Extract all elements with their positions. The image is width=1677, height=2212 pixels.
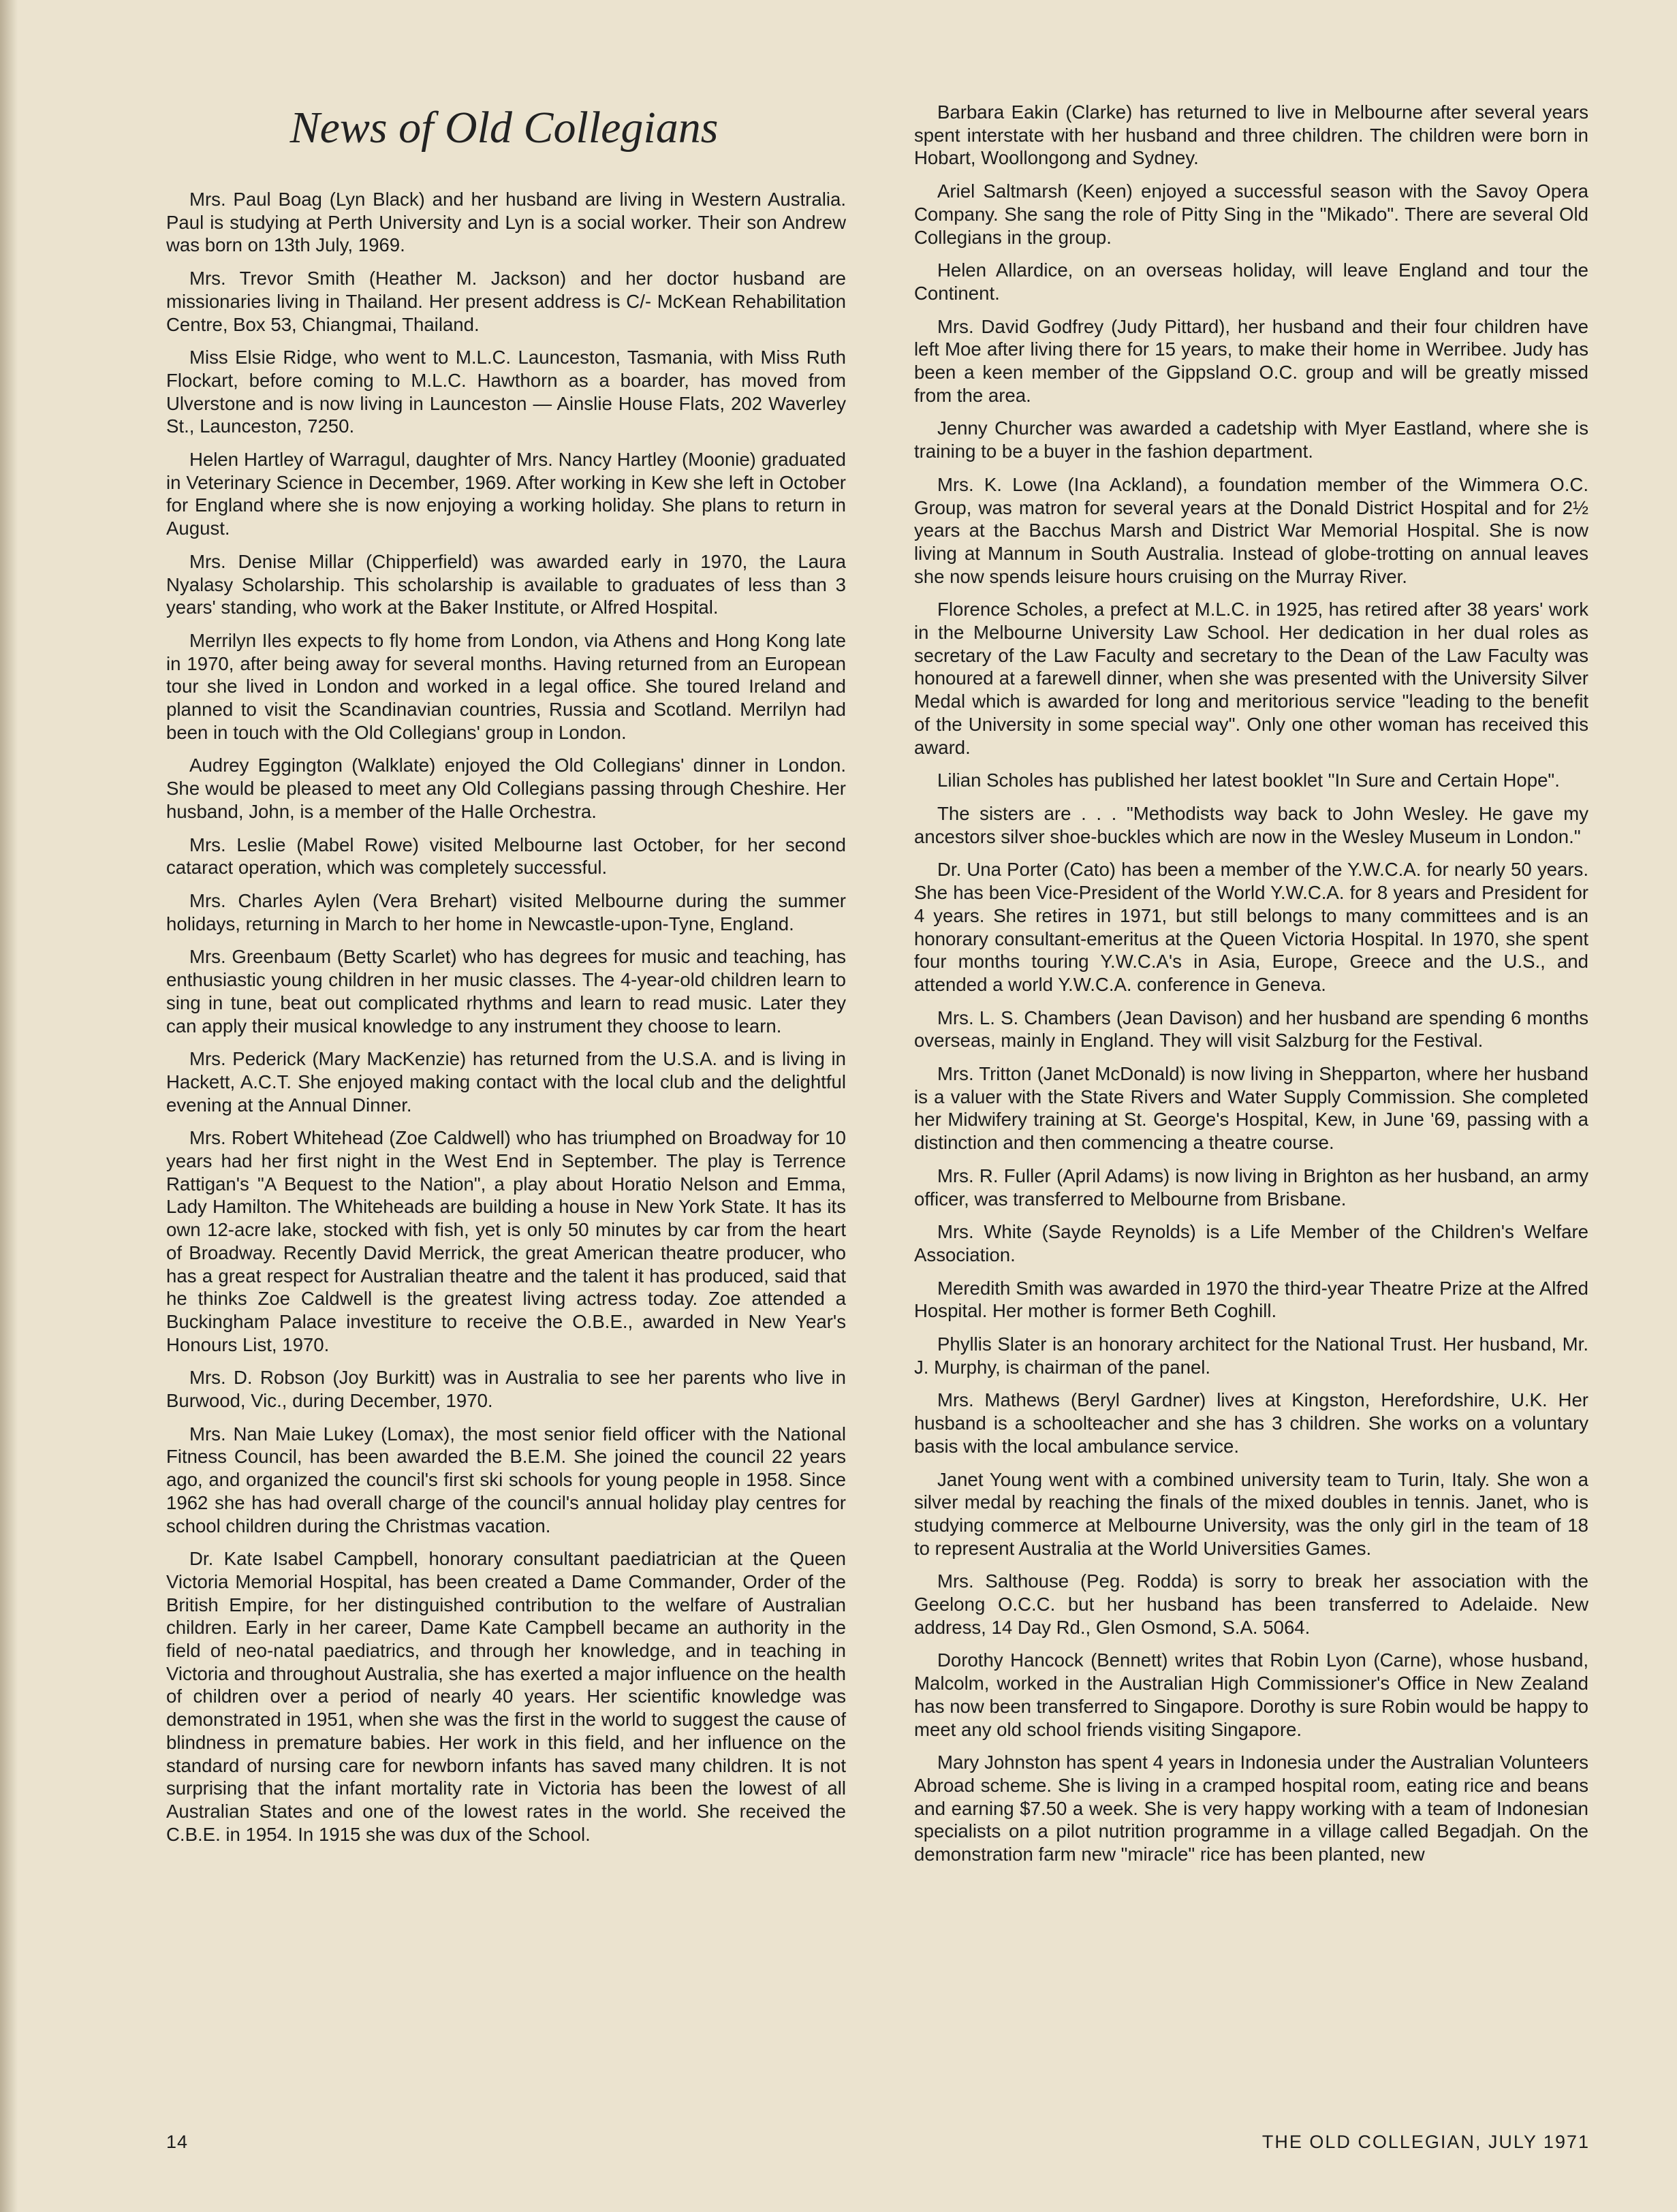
- news-item: Helen Hartley of Warragul, daughter of Mrs. Nancy Hartley (Moonie) graduated in Veterinary Science in December, 1969. After working in Kew she left in October for England where she is now enjoying a working holiday. She plans to return in August.: [166, 449, 846, 539]
- news-item: Audrey Eggington (Walklate) enjoyed the Old Collegians' dinner in London. She would be pleased to meet any Old Collegians passing through Cheshire. Her husband, John, is a member of the Halle Orchestra.: [166, 755, 846, 822]
- news-item: Merrilyn Iles expects to fly home from London, via Athens and Hong Kong late in 1970, after being away for several months. Having returned from an European tour she lived in London and worked in a legal office. She toured Ireland and planned to visit the Scandinavian countries, Russia and Scotland. Merrilyn had been in touch with the Old Collegians' group in London.: [166, 629, 846, 743]
- news-item: Dr. Kate Isabel Campbell, honorary consultant paediatrician at the Queen Victoria Memorial Hospital, has been created a Dame Commander, Order of the British Empire, for her distinguished contribution to the welfare of Australian children. Early in her career, Dame Kate Campbell became an authority in the field of neo-natal paediatrics, and through her knowledge, and in teaching in Victoria and throughout Australia, she has exerted a major influence on the health of children over a period of nearly 40 years. Her scientific knowledge was demonstrated in 1951, when she was the first in the world to suggest the cause of blindness in premature babies. Her work in this field, and her influence on the standard of nursing care for newborn infants has saved many children. It is not surprising that the infant mortality rate in Victoria has been the lowest of all Australian States and one of the lowest rates in the world. She received the C.B.E. in 1954. In 1915 she was dux of the School.: [166, 1548, 846, 1845]
- news-item: Janet Young went with a combined university team to Turin, Italy. She won a silver medal by reaching the finals of the mixed doubles in tennis. Janet, who is studying commerce at Melbourne University, was the only girl in the team of 18 to represent Australia at the World Universities Games.: [914, 1468, 1588, 1559]
- page-binding-shadow: [0, 0, 18, 2212]
- page-number: 14: [166, 2132, 189, 2152]
- news-item: Miss Elsie Ridge, who went to M.L.C. Launceston, Tasmania, with Miss Ruth Flockart, before coming to M.L.C. Hawthorn as a boarder, has moved from Ulverstone and is now living in Launceston — Ainslie House Flats, 202 Waverley St., Launceston, 7250.: [166, 347, 846, 437]
- news-item: Mrs. K. Lowe (Ina Ackland), a foundation member of the Wimmera O.C. Group, was matron for several years at the Donald District Hospital and for 2½ years at the Bacchus Marsh and District War Memorial Hospital. She is now living at Mannum in South Australia. Instead of globe-trotting on annual leaves she now spends leisure hours cruising on the Murray River.: [914, 473, 1588, 587]
- news-item: Helen Allardice, on an overseas holiday, will leave England and tour the Continent.: [914, 259, 1588, 304]
- news-item: Jenny Churcher was awarded a cadetship with Myer Eastland, where she is training to be a buyer in the fashion department.: [914, 417, 1588, 462]
- news-item: Mrs. Nan Maie Lukey (Lomax), the most senior field officer with the National Fitness Council, has been awarded the B.E.M. She joined the council 22 years ago, and organized the council's first ski schools for young people in 1958. Since 1962 she has had overall charge of the council's annual holiday play centres for school children during the Christmas vacation.: [166, 1423, 846, 1536]
- news-item: Dr. Una Porter (Cato) has been a member of the Y.W.C.A. for nearly 50 years. She has been Vice-President of the World Y.W.C.A. for 8 years and President for 4 years. She retires in 1971, but still belongs to many committees and is an honorary consultant-emeritus at the Queen Victoria Hospital. In 1970, she spent four months touring Y.W.C.A's in Asia, Europe, Greece and the U.S., and attended a world Y.W.C.A. conference in Geneva.: [914, 859, 1588, 995]
- news-item: Ariel Saltmarsh (Keen) enjoyed a successful season with the Savoy Opera Company. She sang the role of Pitty Sing in the "Mikado". There are several Old Collegians in the group.: [914, 180, 1588, 248]
- news-item: Mrs. Robert Whitehead (Zoe Caldwell) who has triumphed on Broadway for 10 years had her first night in the West End in September. The play is Terrence Rattigan's "A Bequest to the Nation", a play about Horatio Nelson and Emma, Lady Hamilton. The Whiteheads are building a house in New York State. It has its own 12-acre lake, stocked with fish, yet is only 50 minutes by car from the heart of Broadway. Recently David Merrick, the great American theatre producer, who has a great respect for Australian theatre and the talent it has produced, said that he thinks Zoe Caldwell is the greatest living actress today. Zoe attended a Buckingham Palace investiture to receive the O.B.E., awarded in New Year's Honours List, 1970.: [166, 1127, 846, 1355]
- publication-footer: THE OLD COLLEGIAN, JULY 1971: [1261, 2132, 1590, 2152]
- news-item: Mrs. Denise Millar (Chipperfield) was awarded early in 1970, the Laura Nyalasy Scholarship. This scholarship is available to graduates of less than 3 years' standing, who work at the Baker Institute, or Alfred Hospital.: [166, 550, 846, 618]
- news-item: Phyllis Slater is an honorary architect for the National Trust. Her husband, Mr. J. Murphy, is chairman of the panel.: [914, 1333, 1588, 1378]
- news-item: Mrs. Salthouse (Peg. Rodda) is sorry to break her association with the Geelong O.C.C. but her husband has been transferred to Adelaide. New address, 14 Day Rd., Glen Osmond, S.A. 5064.: [914, 1570, 1588, 1638]
- news-item: Mrs. David Godfrey (Judy Pittard), her husband and their four children have left Moe after living there for 15 years, to make their home in Werribee. Judy has been a keen member of the Gippsland O.C. group and will be greatly missed from the area.: [914, 315, 1588, 406]
- news-item: Mrs. Paul Boag (Lyn Black) and her husband are living in Western Australia. Paul is studying at Perth University and Lyn is a social worker. Their son Andrew was born on 13th July, 1969.: [166, 189, 846, 256]
- left-column: [166, 188, 846, 1856]
- news-item: Meredith Smith was awarded in 1970 the third-year Theatre Prize at the Alfred Hospital. Her mother is former Beth Coghill.: [914, 1277, 1588, 1322]
- news-item: Lilian Scholes has published her latest booklet "In Sure and Certain Hope".: [937, 770, 1560, 791]
- news-item: The sisters are . . . "Methodists way back to John Wesley. He gave my ancestors silver shoe-buckles which are now in the Wesley Museum in London.": [914, 802, 1588, 847]
- news-item: Dorothy Hancock (Bennett) writes that Robin Lyon (Carne), whose husband, Malcolm, worked in the Australian High Commissioner's Office in New Zealand has now been transferred to Singapore. Dorothy is sure Robin would be happy to meet any old school friends visiting Singapore.: [914, 1649, 1588, 1740]
- news-item: Mrs. Leslie (Mabel Rowe) visited Melbourne last October, for her second cataract operation, which was completely successful.: [166, 834, 846, 879]
- news-item: Mary Johnston has spent 4 years in Indonesia under the Australian Volunteers Abroad scheme. She is living in a cramped hospital room, eating rice and beans and earning $7.50 a week. She is very happy working with a team of Indonesian specialists on a pilot nutrition programme in a village called Begadjah. On the demonstration farm new "miracle" rice has been planted, new: [914, 1752, 1588, 1865]
- news-item: Mrs. Mathews (Beryl Gardner) lives at Kingston, Herefordshire, U.K. Her husband is a schoolteacher and she has 3 children. She works on a voluntary basis with the local ambulance service.: [914, 1389, 1588, 1457]
- news-item: Mrs. White (Sayde Reynolds) is a Life Member of the Children's Welfare Association.: [914, 1221, 1588, 1265]
- news-item: Mrs. L. S. Chambers (Jean Davison) and her husband are spending 6 months overseas, mainly in England. They will visit Salzburg for the Festival.: [914, 1007, 1588, 1052]
- right-column: [914, 101, 1588, 1876]
- page-title: News of Old Collegians: [289, 103, 719, 153]
- news-item: Mrs. Charles Aylen (Vera Brehart) visited Melbourne during the summer holidays, returning in March to her home in Newcastle-upon-Tyne, England.: [166, 889, 846, 934]
- news-item: Mrs. Trevor Smith (Heather M. Jackson) and her doctor husband are missionaries living in Thailand. Her present address is C/- McKean Rehabilitation Centre, Box 53, Chiangmai, Thailand.: [166, 268, 846, 335]
- news-item: Florence Scholes, a prefect at M.L.C. in 1925, has retired after 38 years' work in the Melbourne University Law School. Her dedication in her dual roles as secretary of the Law Faculty and secretary to the Dean of the Law Faculty was honoured at a farewell dinner, when she was presented with the University Silver Medal which is awarded for long and meritorious service "leading to the benefit of the University in some special way". Only one other woman has received this award.: [914, 599, 1588, 758]
- news-item: Mrs. Pederick (Mary MacKenzie) has returned from the U.S.A. and is living in Hackett, A.C.T. She enjoyed making contact with the local club and the delightful evening at the Annual Dinner.: [166, 1048, 846, 1116]
- news-item: Barbara Eakin (Clarke) has returned to live in Melbourne after several years spent interstate with her husband and three children. The children were born in Hobart, Woollongong and Sydney.: [914, 101, 1588, 169]
- news-item: Mrs. R. Fuller (April Adams) is now living in Brighton as her husband, an army officer, was transferred to Melbourne from Brisbane.: [914, 1165, 1588, 1210]
- news-item: Mrs. D. Robson (Joy Burkitt) was in Australia to see her parents who live in Burwood, Vic., during December, 1970.: [166, 1367, 846, 1412]
- news-item: Mrs. Tritton (Janet McDonald) is now living in Shepparton, where her husband is a valuer with the State Rivers and Water Supply Commission. She completed her Midwifery training at St. George's Hospital, Kew, in June '69, passing with a distinction and then commencing a theatre course.: [914, 1063, 1588, 1154]
- news-item: Mrs. Greenbaum (Betty Scarlet) who has degrees for music and teaching, has enthusiastic young children in her music classes. The 4-year-old children learn to sing in tune, beat out complicated rhythms and learn to read music. Later they can apply their musical knowledge to any instrument they choose to learn.: [166, 946, 846, 1037]
